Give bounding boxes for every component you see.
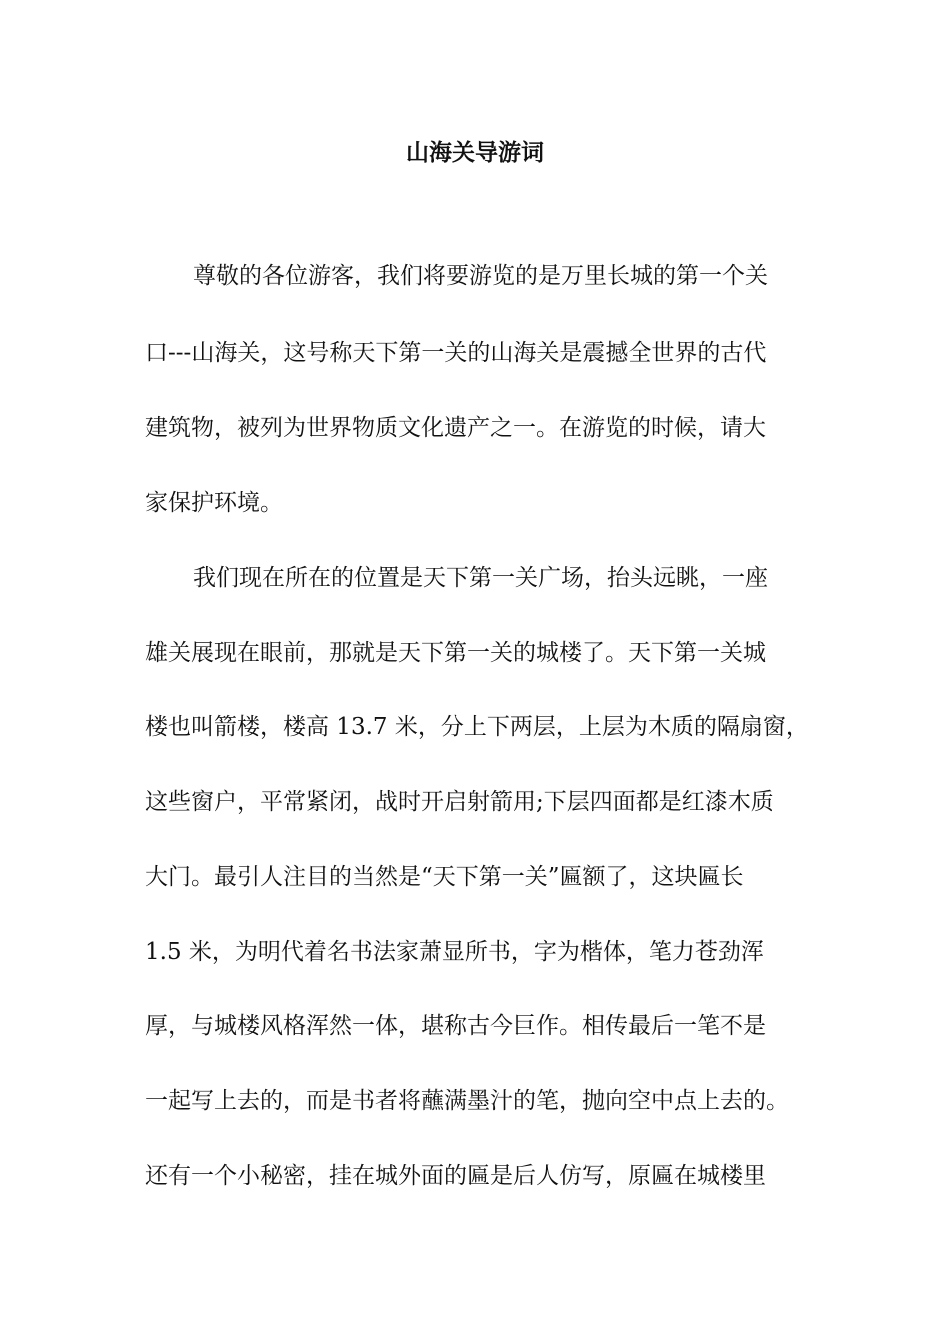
paragraph-2-line-8: 一起写上去的，而是书者将蘸满墨汁的笔，抛向空中点上去的。 (145, 1088, 789, 1114)
paragraph-2-line-3: 楼也叫箭楼，楼高 13.7 米，分上下两层，上层为木质的隔扇窗， (145, 714, 809, 740)
paragraph-1-line-2: 口---山海关，这号称天下第一关的山海关是震撼全世界的古代 (145, 340, 767, 366)
paragraph-2-line-9: 还有一个小秘密，挂在城外面的匾是后人仿写，原匾在城楼里 (145, 1163, 766, 1189)
paragraph-1-line-3: 建筑物，被列为世界物质文化遗产之一。在游览的时候，请大 (145, 415, 766, 441)
paragraph-2-line-2: 雄关展现在眼前，那就是天下第一关的城楼了。天下第一关城 (145, 640, 766, 666)
document-title: 山海关导游词 (406, 139, 544, 166)
paragraph-1-line-4: 家保护环境。 (145, 490, 283, 516)
paragraph-2-line-6: 1.5 米，为明代着名书法家萧显所书，字为楷体，笔力苍劲浑 (145, 939, 764, 965)
paragraph-2-line-5: 大门。最引人注目的当然是“天下第一关”匾额了，这块匾长 (145, 864, 744, 890)
paragraph-2-line-7: 厚，与城楼风格浑然一体，堪称古今巨作。相传最后一笔不是 (145, 1013, 766, 1039)
paragraph-2-line-4: 这些窗户，平常紧闭，战时开启射箭用;下层四面都是红漆木质 (145, 789, 774, 815)
paragraph-1-line-1: 尊敬的各位游客，我们将要游览的是万里长城的第一个关 (193, 263, 768, 289)
paragraph-2-line-1: 我们现在所在的位置是天下第一关广场，抬头远眺，一座 (193, 565, 768, 591)
